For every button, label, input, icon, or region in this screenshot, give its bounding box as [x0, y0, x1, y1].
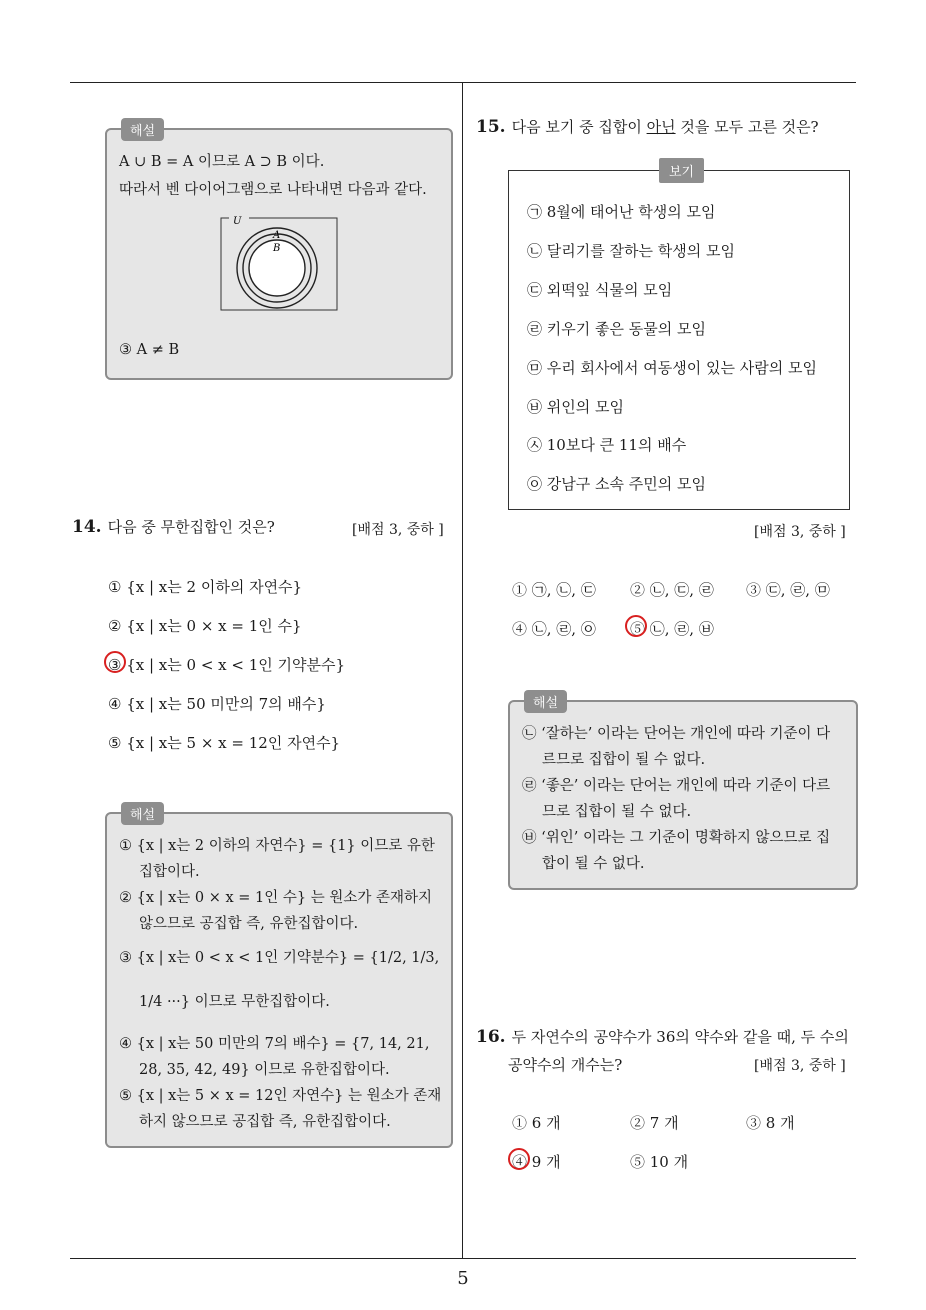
- venn-diagram: [219, 216, 339, 312]
- question-text: 다음 중 무한집합인 것은?: [107, 518, 275, 536]
- solution-line: 1/4 ···} 이므로 무한집합이다.: [139, 994, 330, 1010]
- solution-line: 므로 집합이 될 수 없다.: [542, 804, 692, 820]
- q14-option-4[interactable]: ④ {x | x는 50 미만의 7의 배수}: [108, 695, 326, 713]
- q14-option-1[interactable]: ① {x | x는 2 이하의 자연수}: [108, 578, 303, 596]
- solution-line: 집합이다.: [139, 864, 200, 880]
- question-text: 두 자연수의 공약수가 36의 약수와 같을 때, 두 수의: [511, 1028, 849, 1046]
- solution-line: 28, 35, 42, 49} 이므로 유한집합이다.: [139, 1062, 390, 1078]
- solution-line: 따라서 벤 다이어그램으로 나타내면 다음과 같다.: [119, 182, 427, 198]
- venn-b-label: B: [273, 243, 281, 254]
- solution-line: ⑤ {x | x는 5 × x = 12인 자연수} 는 원소가 존재: [119, 1088, 442, 1104]
- solution-line: A ∪ B = A 이므로 A ⊃ B 이다.: [119, 154, 325, 170]
- page-number: 5: [457, 1268, 469, 1289]
- solution-line: 하지 않으므로 공집합 즉, 유한집합이다.: [139, 1114, 391, 1130]
- question-number: 16.: [476, 1027, 506, 1047]
- answer-circle-mark: [104, 651, 126, 673]
- question-number: 14.: [72, 517, 102, 537]
- bogi-box: [508, 165, 850, 510]
- q16-option-4[interactable]: ④ 9 개: [512, 1153, 561, 1171]
- bogi-item: ㉧ 강남구 소속 주민의 모임: [527, 475, 706, 493]
- bogi-item: ㉥ 위인의 모임: [527, 398, 624, 416]
- venn-u-label: U: [233, 216, 242, 227]
- column-divider: [462, 83, 463, 1258]
- bogi-item: ㉡ 달리기를 잘하는 학생의 모임: [527, 242, 735, 260]
- q14-solution-box: [105, 808, 453, 1148]
- solution-line: ㉣ ‘좋은’ 이라는 단어는 개인에 따라 기준이 다르: [522, 778, 831, 794]
- q14-score: [배점 3, 중하 ]: [352, 522, 444, 538]
- top-rule: [70, 82, 856, 83]
- bogi-item: ㉤ 우리 회사에서 여동생이 있는 사람의 모임: [527, 359, 817, 377]
- bogi-item: ㉠ 8월에 태어난 학생의 모임: [527, 203, 716, 221]
- q16-option-3[interactable]: ③ 8 개: [746, 1114, 795, 1132]
- venn-a-label: A: [273, 230, 281, 241]
- q15-option-1[interactable]: ① ㉠, ㉡, ㉢: [512, 581, 596, 599]
- solution-line: 합이 될 수 없다.: [542, 856, 645, 872]
- question-number: 15.: [476, 117, 506, 137]
- solution-line: 않으므로 공집합 즉, 유한집합이다.: [139, 916, 359, 932]
- bogi-item: ㉣ 키우기 좋은 동물의 모임: [527, 320, 706, 338]
- solution-line: ① {x | x는 2 이하의 자연수} = {1} 이므로 유한: [119, 838, 435, 854]
- answer-circle-mark: [508, 1148, 530, 1170]
- q14-option-2[interactable]: ② {x | x는 0 × x = 1인 수}: [108, 617, 302, 635]
- bottom-rule: [70, 1258, 856, 1259]
- q15-option-3[interactable]: ③ ㉢, ㉣, ㉤: [746, 581, 830, 599]
- solution-line: ④ {x | x는 50 미만의 7의 배수} = {7, 14, 21,: [119, 1036, 430, 1052]
- q14-title: [72, 516, 275, 537]
- question-text: 다음 보기 중 집합이: [511, 118, 647, 136]
- solution-answer: ③ A ≠ B: [119, 342, 180, 358]
- q14-option-5[interactable]: ⑤ {x | x는 5 × x = 12인 자연수}: [108, 734, 341, 752]
- solution-line: 르므로 집합이 될 수 없다.: [542, 752, 706, 768]
- q16-option-1[interactable]: ① 6 개: [512, 1114, 561, 1132]
- q14-option-3[interactable]: ③ {x | x는 0 < x < 1인 기약분수}: [108, 656, 346, 674]
- underlined-word: 아닌: [646, 118, 676, 136]
- q15-solution-box: [508, 696, 858, 890]
- q15-option-2[interactable]: ② ㉡, ㉢, ㉣: [630, 581, 714, 599]
- solution-line: ③ {x | x는 0 < x < 1인 기약분수} = {1/2, 1/3,: [119, 950, 440, 966]
- bogi-item: ㉢ 외떡잎 식물의 모임: [527, 281, 673, 299]
- solution-tag: 해설: [524, 690, 567, 713]
- q16-title-line2: 공약수의 개수는?: [508, 1056, 623, 1074]
- q16-option-5[interactable]: ⑤ 10 개: [630, 1153, 689, 1171]
- q13-solution-box: [105, 124, 453, 380]
- bogi-item: ㉦ 10보다 큰 11의 배수: [527, 436, 687, 454]
- question-text: 것을 모두 고른 것은?: [675, 118, 819, 136]
- solution-tag: 해설: [121, 802, 164, 825]
- q15-option-5[interactable]: ⑤ ㉡, ㉣, ㉥: [630, 620, 714, 638]
- bogi-tag: 보기: [659, 158, 704, 183]
- answer-circle-mark: [625, 615, 647, 637]
- solution-line: ㉡ ‘잘하는’ 이라는 단어는 개인에 따라 기준이 다: [522, 726, 831, 742]
- solution-line: ㉥ ‘위인’ 이라는 그 기준이 명확하지 않으므로 집: [522, 830, 831, 846]
- solution-tag: 해설: [121, 118, 164, 141]
- q15-option-4[interactable]: ④ ㉡, ㉣, ㉧: [512, 620, 596, 638]
- q16-title: [476, 1026, 849, 1047]
- q15-title: [476, 116, 819, 137]
- q15-score: [배점 3, 중하 ]: [754, 524, 846, 540]
- solution-line: ② {x | x는 0 × x = 1인 수} 는 원소가 존재하지: [119, 890, 433, 906]
- q16-score: [배점 3, 중하 ]: [754, 1058, 846, 1074]
- q16-option-2[interactable]: ② 7 개: [630, 1114, 679, 1132]
